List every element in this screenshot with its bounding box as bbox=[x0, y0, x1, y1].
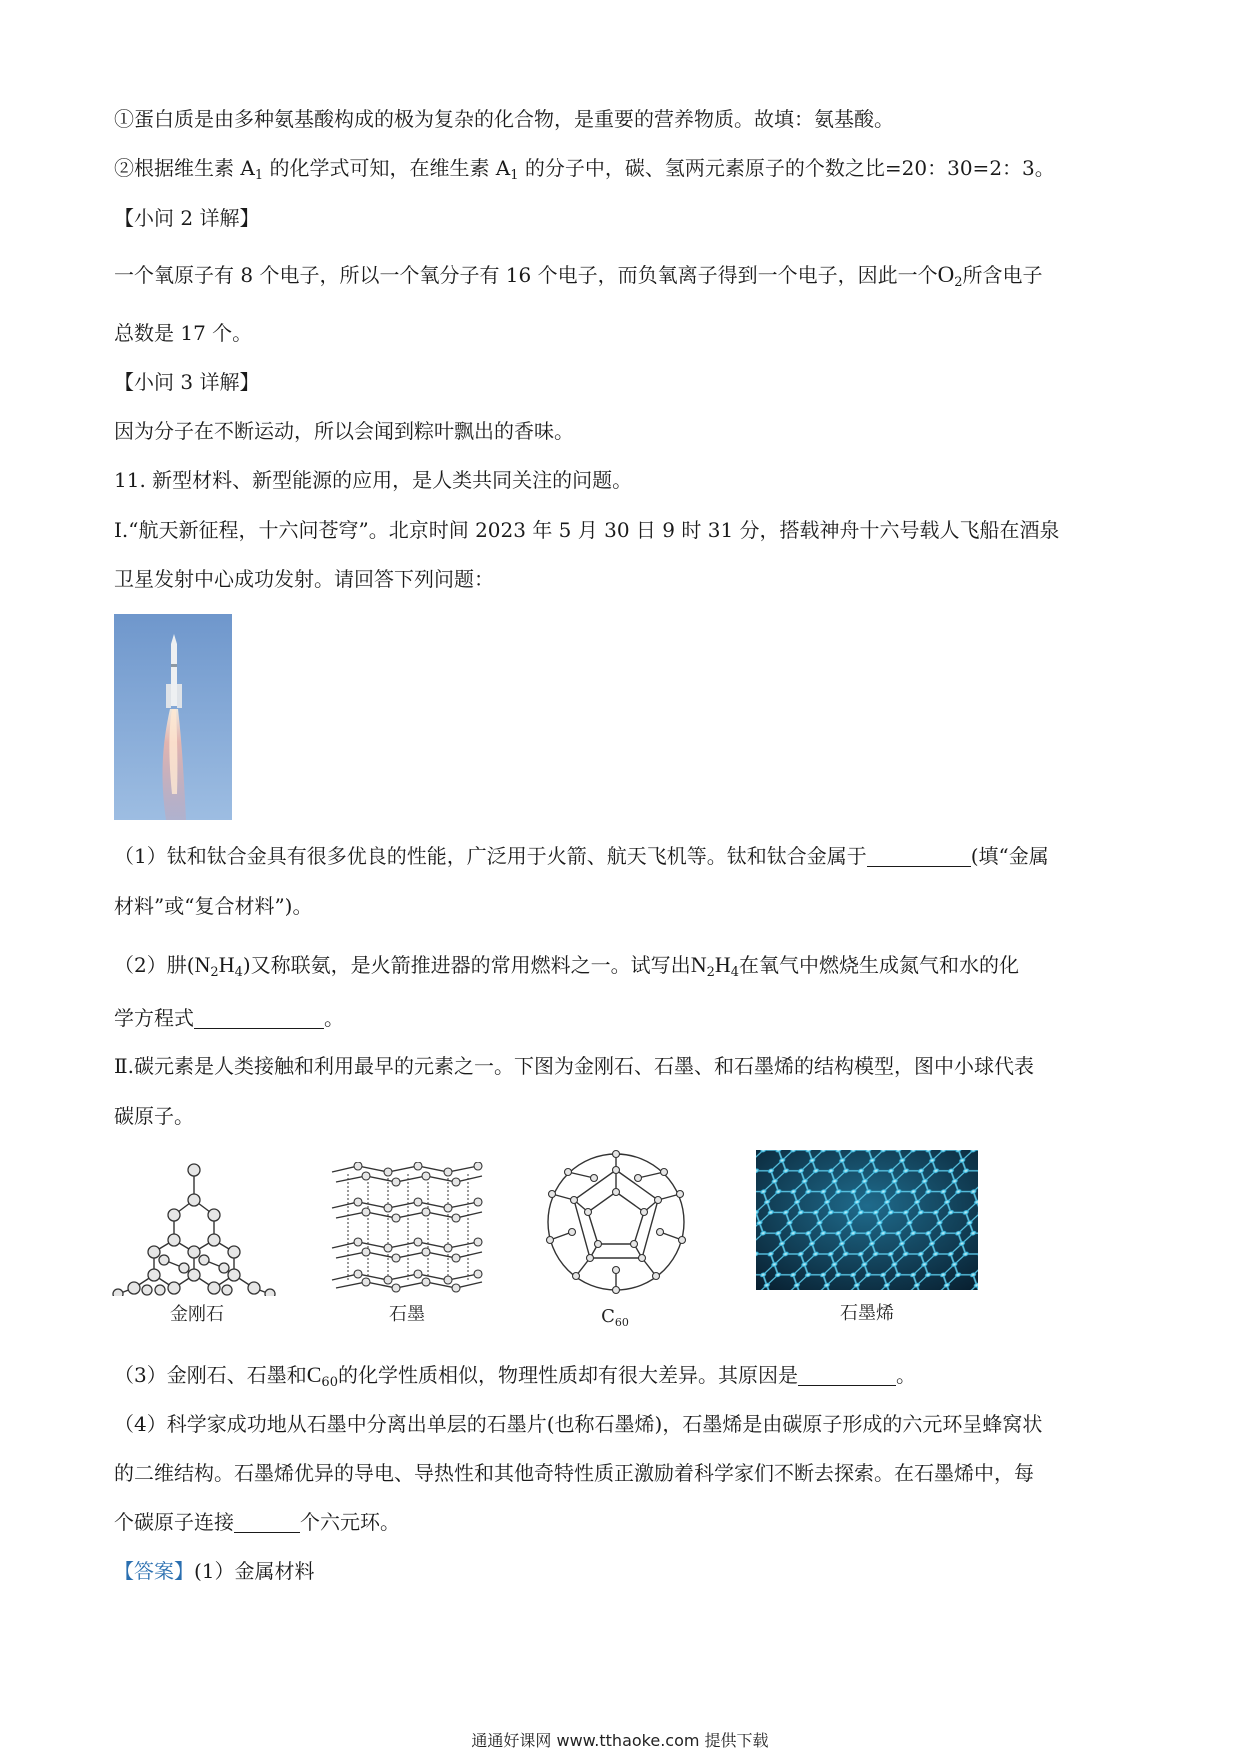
text-span: ②根据维生素 A bbox=[114, 156, 255, 180]
section-heading bbox=[114, 369, 259, 395]
text-span: 个六元环。 bbox=[300, 1510, 400, 1534]
text-line bbox=[114, 893, 312, 919]
text-span: （3）金刚石、石墨和 bbox=[114, 1363, 307, 1387]
graphite-structure-image bbox=[328, 1162, 486, 1294]
text-span: 11. 新型材料、新型能源的应用，是人类共同关注的问题。 bbox=[114, 468, 633, 492]
heading-text: 【小问 2 详解】 bbox=[114, 206, 260, 230]
text-line bbox=[114, 320, 252, 346]
subscript: 4 bbox=[234, 965, 243, 980]
formula-text: N bbox=[690, 952, 707, 977]
text-span: 因为分子在不断运动，所以会闻到粽叶飘出的香味。 bbox=[114, 419, 574, 443]
text-line bbox=[114, 1103, 194, 1129]
subscript: 60 bbox=[321, 1375, 338, 1390]
caption-graphite: 石墨 bbox=[389, 1304, 425, 1325]
c60-structure-image bbox=[542, 1148, 690, 1296]
caption-c60 bbox=[580, 1306, 650, 1334]
answer-blank-4[interactable] bbox=[234, 1512, 300, 1533]
text-line bbox=[114, 1509, 400, 1535]
caption-c60-text: C bbox=[601, 1306, 615, 1327]
text-line bbox=[114, 1053, 1034, 1079]
subscript: 2 bbox=[210, 965, 219, 980]
graphene-structure-image bbox=[756, 1150, 978, 1290]
text-span: 的分子中，碳、氢两元素原子的个数之比=20：30=2：3。 bbox=[518, 156, 1055, 180]
text-span: Ⅰ.“航天新征程，十六问苍穹”。北京时间 2023 年 5 月 30 日 9 时 31 分，搭载神舟十六号载人飞船在酒泉 bbox=[114, 518, 1060, 542]
text-span: 一个氧原子有 8 个电子，所以一个氧分子有 16 个电子，而负氧离子得到一个电子，因此一个 bbox=[114, 263, 938, 287]
subscript: 2 bbox=[954, 275, 963, 290]
question-title bbox=[114, 467, 632, 493]
text-span: 总数是 17 个。 bbox=[114, 321, 253, 345]
caption-graphene: 石墨烯 bbox=[840, 1303, 894, 1324]
text-line bbox=[114, 106, 894, 132]
text-span: )又称联氨，是火箭推进器的常用燃料之一。试写出 bbox=[242, 953, 691, 977]
subscript: 1 bbox=[510, 168, 519, 183]
text-line bbox=[114, 1460, 1034, 1486]
caption-diamond: 金刚石 bbox=[170, 1304, 224, 1325]
answer-tag: 【答案】 bbox=[114, 1559, 194, 1583]
diamond-structure-image bbox=[112, 1160, 282, 1296]
text-span: 学方程式 bbox=[114, 1006, 194, 1030]
text-line bbox=[114, 517, 1060, 543]
answer-line bbox=[114, 1558, 315, 1584]
text-span: 的二维结构。石墨烯优异的导电、导热性和其他奇特性质正激励着科学家们不断去探索。在石墨烯中，每 bbox=[114, 1461, 1034, 1485]
subscript: 1 bbox=[254, 168, 264, 183]
text-span: 碳原子。 bbox=[114, 1104, 194, 1128]
subscript: 4 bbox=[730, 965, 740, 980]
text-span: ①蛋白质是由多种氨基酸构成的极为复杂的化合物，是重要的营养物质。故填：氨基酸。 bbox=[114, 107, 894, 131]
text-span: 。 bbox=[895, 1363, 916, 1387]
caption-c60-subscript: 60 bbox=[614, 1316, 629, 1329]
answer-text: (1）金属材料 bbox=[194, 1559, 315, 1583]
text-span: 。 bbox=[324, 1006, 344, 1030]
text-line bbox=[114, 1005, 344, 1031]
text-span: 在氧气中燃烧生成氮气和水的化 bbox=[739, 953, 1020, 977]
text-span: 个碳原子连接 bbox=[114, 1510, 234, 1534]
text-span: 材料”或“复合材料”)。 bbox=[114, 894, 313, 918]
formula-text: N bbox=[194, 952, 211, 977]
text-span: （1）钛和钛合金具有很多优良的性能，广泛用于火箭、航天飞机等。钛和钛合金属于 bbox=[114, 844, 867, 868]
text-line bbox=[114, 1411, 1042, 1437]
rocket-launch-image bbox=[114, 614, 232, 820]
formula-text: H bbox=[714, 952, 731, 977]
text-line bbox=[114, 262, 1043, 296]
heading-text: 【小问 3 详解】 bbox=[114, 370, 260, 394]
text-line bbox=[114, 843, 1049, 869]
formula-text: O bbox=[937, 262, 955, 287]
text-span: （4）科学家成功地从石墨中分离出单层的石墨片(也称石墨烯)，石墨烯是由碳原子形成的六元环呈蜂窝状 bbox=[114, 1412, 1043, 1436]
subscript: 2 bbox=[706, 965, 715, 980]
text-span: (填“金属 bbox=[970, 844, 1049, 868]
formula-text: C bbox=[306, 1362, 322, 1387]
footer-text: 通通好课网 www.tthaoke.com 提供下载 bbox=[471, 1731, 769, 1750]
text-span: 所含电子 bbox=[962, 263, 1043, 287]
answer-blank-1[interactable] bbox=[867, 846, 971, 867]
section-heading bbox=[114, 205, 259, 231]
text-span: 的化学性质相似，物理性质却有很大差异。其原因是 bbox=[337, 1363, 798, 1387]
answer-blank-3[interactable] bbox=[798, 1365, 896, 1386]
text-line bbox=[114, 155, 1055, 189]
text-span: 的化学式可知，在维生素 A bbox=[263, 156, 511, 180]
text-line bbox=[114, 566, 494, 592]
text-line bbox=[114, 418, 574, 444]
text-span: 卫星发射中心成功发射。请回答下列问题： bbox=[114, 567, 494, 591]
answer-blank-2[interactable] bbox=[194, 1008, 324, 1029]
text-line bbox=[114, 952, 1019, 986]
text-line bbox=[114, 1362, 916, 1396]
text-span: （2）肼( bbox=[114, 953, 195, 977]
text-span: Ⅱ.碳元素是人类接触和利用最早的元素之一。下图为金刚石、石墨、和石墨烯的结构模型，图中小球代表 bbox=[114, 1054, 1034, 1078]
formula-text: H bbox=[218, 952, 235, 977]
